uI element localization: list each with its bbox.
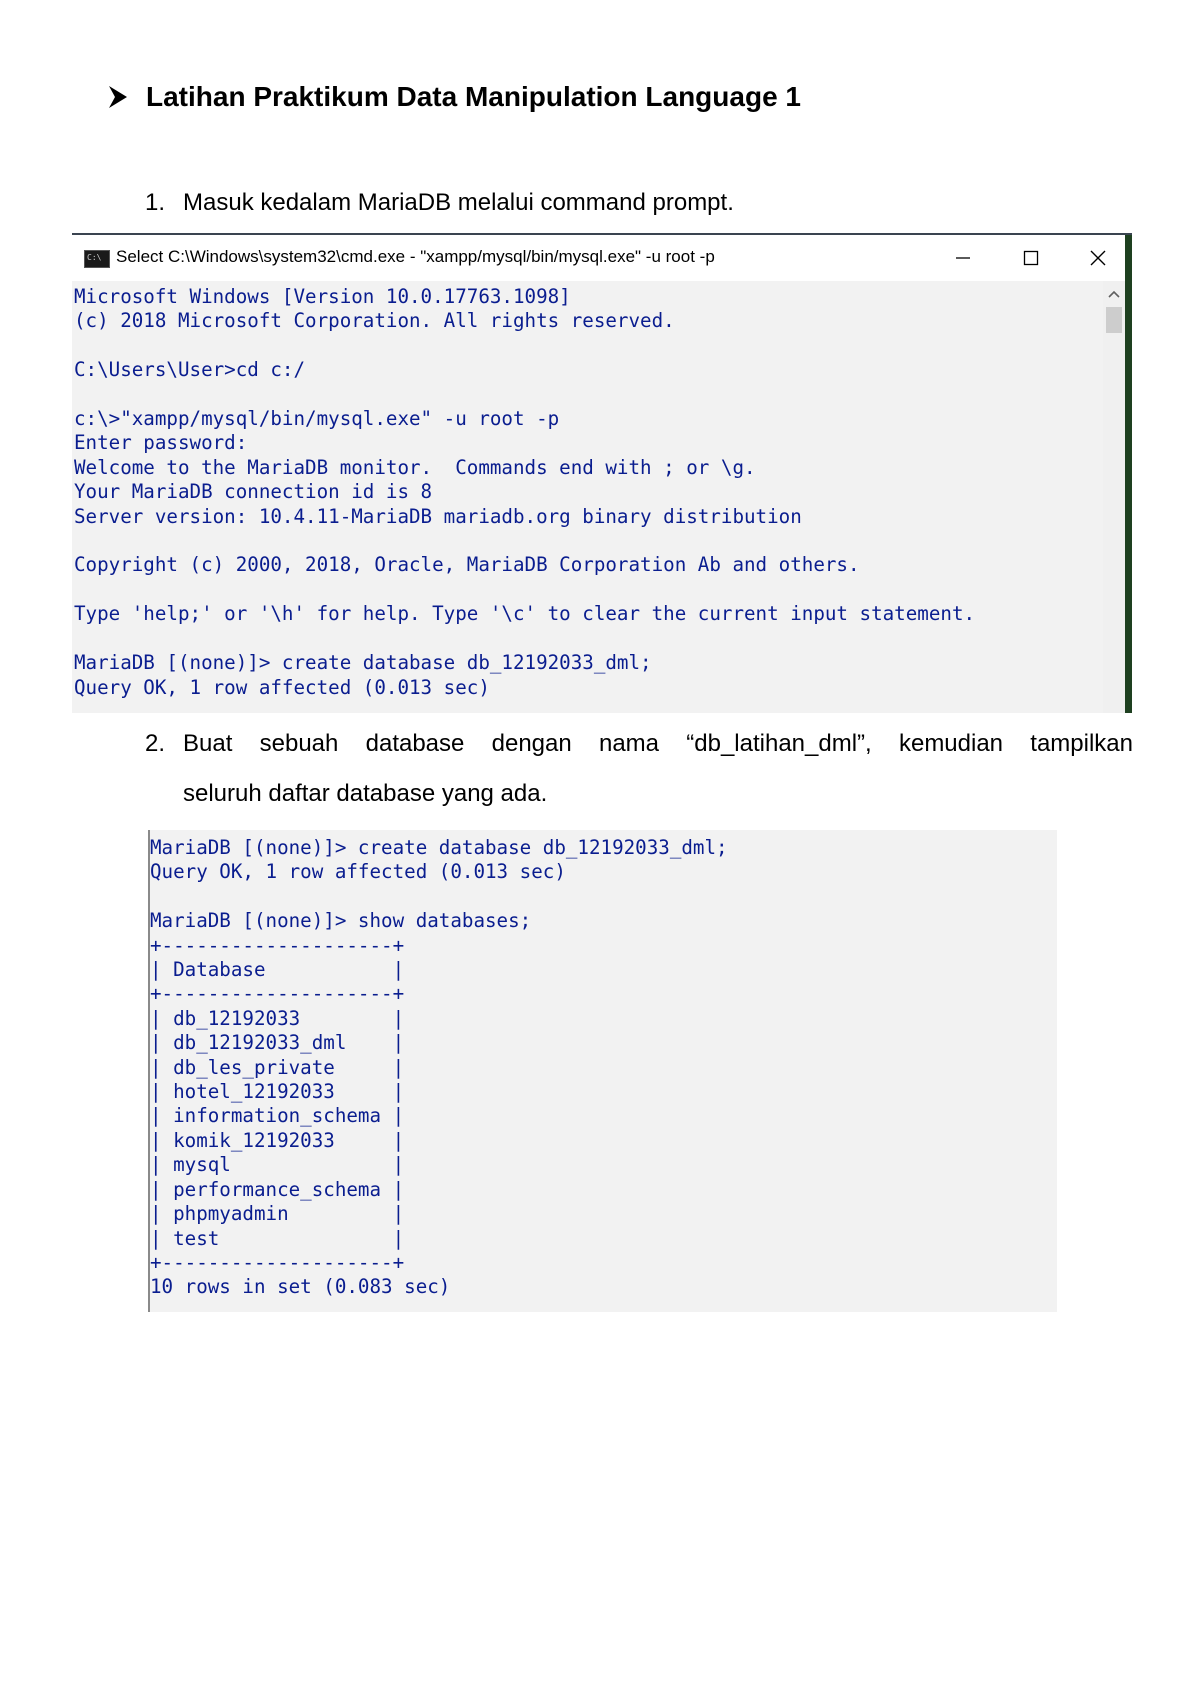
console-line: 10 rows in set (0.083 sec)	[150, 1275, 451, 1299]
console-line: Your MariaDB connection id is 8	[74, 480, 433, 504]
scroll-up-arrow-icon[interactable]	[1108, 289, 1120, 299]
section-title: Latihan Praktikum Data Manipulation Language 1	[146, 81, 801, 112]
window-title: Select C:\Windows\system32\cmd.exe - "xampp/mysql/bin/mysql.exe" -u root -p	[116, 247, 715, 266]
console-line: MariaDB [(none)]> create database db_12192033_dml;	[150, 836, 728, 859]
close-icon	[1089, 249, 1107, 267]
console-line: Type 'help;' or '\h' for help. Type '\c' to clear the current input statement.	[74, 602, 976, 626]
console-line: | hotel_12192033 |	[150, 1080, 405, 1104]
console-area[interactable]	[72, 281, 1103, 713]
console-line: | performance_schema |	[150, 1177, 405, 1201]
console-line: MariaDB [(none)]> create database db_12192033_dml;	[74, 651, 652, 675]
console-line: +--------------------+	[150, 1250, 405, 1274]
console-line: (c) 2018 Microsoft Corporation. All rights reserved.	[74, 309, 675, 333]
scrollbar-thumb[interactable]	[1106, 307, 1122, 333]
minimize-button[interactable]	[943, 243, 983, 273]
step-number: 2.	[145, 730, 166, 757]
console-line: | mysql |	[150, 1153, 405, 1177]
window-titlebar	[72, 235, 1125, 281]
console-line: Query OK, 1 row affected (0.013 sec)	[74, 675, 490, 699]
step-number: 1.	[145, 189, 166, 216]
maximize-button[interactable]	[1011, 243, 1051, 273]
console-line: Query OK, 1 row affected (0.013 sec)	[150, 860, 566, 884]
console-line: Server version: 10.4.11-MariaDB mariadb.org binary distribution	[74, 504, 802, 528]
console-output	[74, 285, 975, 700]
step-text	[183, 719, 1133, 819]
console-output	[150, 836, 728, 1300]
section-heading	[108, 72, 801, 122]
console-line: Microsoft Windows [Version 10.0.17763.1098]	[74, 285, 571, 308]
console-line: | information_schema |	[150, 1104, 405, 1128]
step-text-line-1: Buat sebuah database dengan nama “db_latihan_dml”, kemudian tampilkan	[183, 730, 1133, 757]
console-line: | db_les_private |	[150, 1055, 405, 1079]
console-line: | komik_12192033 |	[150, 1128, 405, 1152]
console-line: MariaDB [(none)]> show databases;	[150, 909, 532, 933]
console-line: +--------------------+	[150, 982, 405, 1006]
console-line: | db_12192033 |	[150, 1006, 405, 1030]
maximize-icon	[1023, 250, 1039, 266]
step-text-line-2: seluruh daftar database yang ada.	[183, 780, 548, 807]
console-line: | test |	[150, 1226, 405, 1250]
console-line: Enter password:	[74, 431, 248, 455]
cmd-window	[72, 233, 1132, 713]
window-edge	[1125, 235, 1132, 713]
step-text: Masuk kedalam MariaDB melalui command prompt.	[183, 189, 734, 216]
vertical-scrollbar[interactable]	[1103, 281, 1125, 713]
console-screenshot	[148, 830, 1057, 1312]
console-line: | Database |	[150, 958, 405, 982]
console-line: | phpmyadmin |	[150, 1202, 405, 1226]
step-1	[145, 178, 1135, 228]
close-button[interactable]	[1078, 243, 1118, 273]
minimize-icon	[955, 250, 971, 266]
console-line: | db_12192033_dml |	[150, 1031, 405, 1055]
console-line: c:\>"xampp/mysql/bin/mysql.exe" -u root -p	[74, 407, 560, 431]
console-line: Welcome to the MariaDB monitor. Commands end with ; or \g.	[74, 455, 756, 479]
console-line: +--------------------+	[150, 933, 405, 957]
console-line: Copyright (c) 2000, 2018, Oracle, MariaDB Corporation Ab and others.	[74, 553, 860, 577]
step-2	[145, 719, 1133, 829]
console-line: C:\Users\User>cd c:/	[74, 358, 306, 382]
cmd-icon: C:\	[84, 250, 110, 268]
arrowhead-bullet-icon	[108, 85, 128, 109]
